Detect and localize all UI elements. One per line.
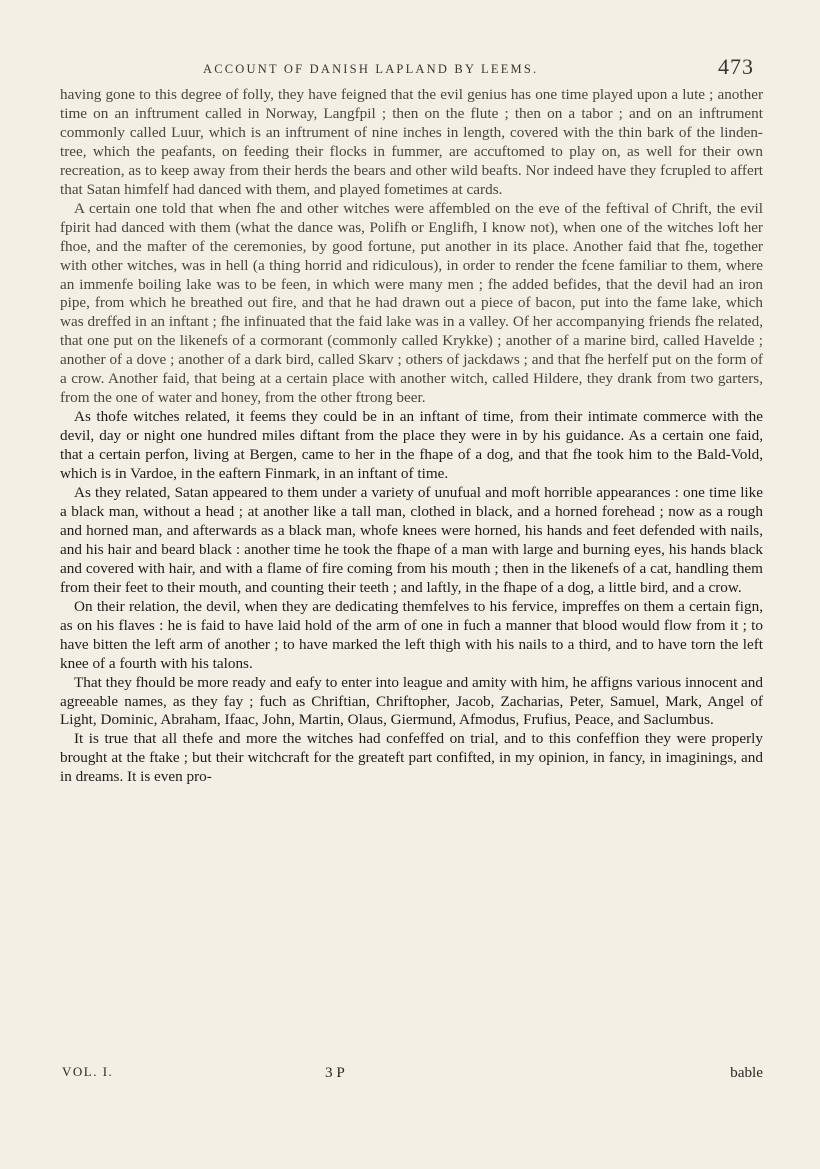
paragraph-2: A certain one told that when fhe and other witches were affembled on the eve of the feftival of Chrift, the evil fpirit had danced with them (what the dance was, Polifh or Englifh, I know not), when one of the witches loft her fhoe, and the mafter of the ceremonies, by good fortune, put another in its place. Another faid that fhe, together with other witches, was in hell (a thing horrid and ridiculous), in order to render the fcene familiar to them, where an immenfe boiling lake was to be feen, in which were many men ; fhe added befides, that the devil had an iron pipe, from which he breathed out fire, and that he had drawn out a piece of bacon, put into the fame lake, which was dreffed in an inftant ; fhe infinuated that the faid lake was in a valley. Of her accompanying friends fhe related, that one put on the likenefs of a cormorant (commonly called Krykke) ; another of a marine bird, called Havelde ; another of a dove ; another of a dark bird, called Skarv ; others of jackdaws ; and that fhe herfelf put on the form of a crow. Another faid, that being at a certain place with another witch, called Hildere, they drank from two garters, from the one of water and honey, from the other ftrong beer. [60, 199, 763, 407]
paragraph-3: As thofe witches related, it feems they could be in an inftant of time, from their intimate commerce with the devil, day or night one hundred miles diftant from the place they were in by his guidance. As a certain one faid, that a certain perfon, living at Bergen, came to her in the fhape of a dog, and that fhe took him to the Bald-Vold, which is in Vardoe, in the eaftern Finmark, in an inftant of time. [60, 408, 763, 483]
paragraph-7: It is true that all thefe and more the witches had confeffed on trial, and to this confeffion they were properly brought at the ftake ; but their witchcraft for the greateft part confifted, in my opinion, in fancy, in imaginings, and in dreams. It is even pro- [60, 730, 763, 786]
page-number: 473 [718, 54, 754, 79]
running-head [0, 48, 820, 88]
paragraph-4: As they related, Satan appeared to them under a variety of unufual and moft horrible appearances : one time like a black man, without a head ; at another like a tall man, clothed in black, and a horned forehead ; now as a rough and horned man, and afterwards as a black man, whofe knees were horned, his hands and feet defended with nails, and his hair and beard black : another time he took the fhape of a man with large and burning eyes, his hands black and covered with hair, and with a flame of fire coming from his mouth ; then in the likenefs of a cat, handling them from their feet to their mouth, and counting their teeth ; and laftly, in the fhape of a dog, a little bird, and a crow. [60, 484, 763, 596]
signature-mark: 3 P [325, 1064, 345, 1081]
page-footer [60, 1064, 763, 1084]
paragraph-6: That they fhould be more ready and eafy to enter into league and amity with him, he affigns various innocent and agreeable names, as they fay ; fuch as Chriftian, Chriftopher, Jacob, Zacharias, Peter, Samuel, Mark, Angel of Light, Dominic, Abraham, Ifaac, John, Martin, Olaus, Giermund, Afmodus, Frufius, Peace, and Saclumbus. [60, 673, 763, 729]
paragraph-1: having gone to this degree of folly, they have feigned that the evil genius has one time played upon a lute ; another time on an inftrument called in Norway, Langfpil ; then on the flute ; then on a tabor ; and on an inftrument commonly called Luur, which is an inftrument of nine inches in length, covered with the thin bark of the linden-tree, which the peafants, on feeding their flocks in fummer, are accuftomed to play on, as well for their own recreation, as to keep away from their herds the bears and other wild beafts. Nor indeed have they fcrupled to affert that Satan himfelf had danced with them, and played fometimes at cards. [60, 86, 763, 198]
running-head-title: ACCOUNT OF DANISH LAPLAND BY LEEMS. [203, 62, 539, 76]
body-text [60, 86, 763, 787]
catchword: bable [730, 1064, 763, 1081]
volume-label: VOL. I. [62, 1064, 114, 1079]
paragraph-5: On their relation, the devil, when they are dedicating themfelves to his fervice, impreffes on them a certain fign, as on his flaves : he is faid to have laid hold of the arm of one in fuch a manner that blood would flow from it ; to have bitten the left arm of another ; to have marked the left thigh with his nails to a third, and to have torn the left knee of a fourth with his talons. [60, 597, 763, 672]
